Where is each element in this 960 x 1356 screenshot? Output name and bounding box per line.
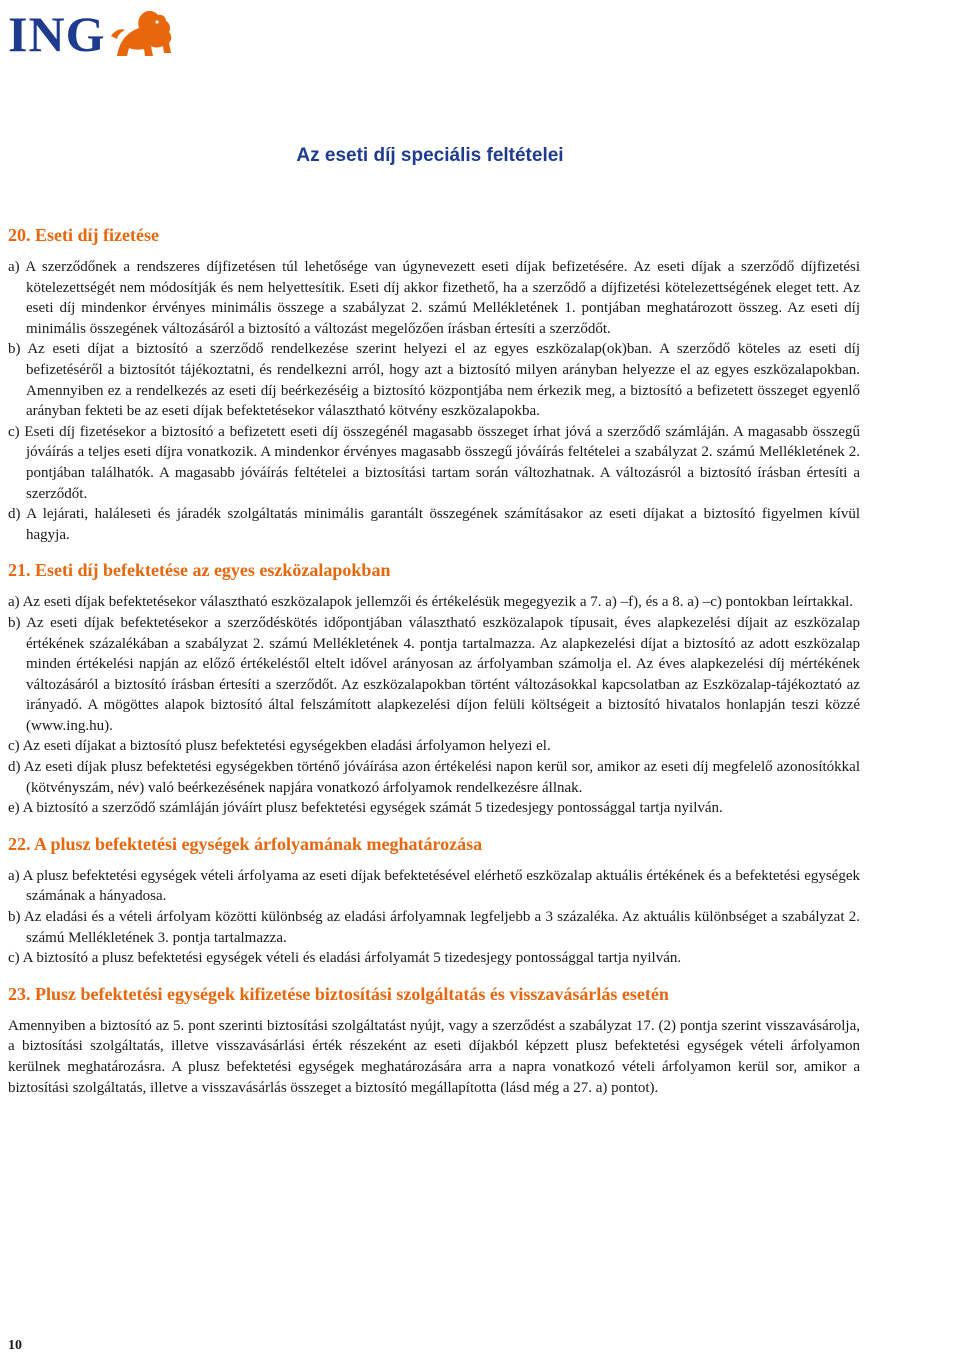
paragraph: Amennyiben a biztosító az 5. pont szerinti biztosítási szolgáltatást nyújt, vagy a szerződést a szabályzat 17. (2) pontja szerint visszavásárolja, a biztosítási szolgáltatás, illetve visszavásárlási érték részeként az eseti díjakból képzett plusz befektetési egységek vételi árfolyamon kerülnek meghatározásra. A plusz befektetési egységek meghatározására arra a napra vonatkozó vételi árfolyamon kerül sor, amikor a biztosítási szolgáltatás, illetve a visszavásárlás összeget a biztosító megállapította (lásd még a 27. a) pontot).	[8, 1017, 860, 1096]
paragraph: a) Az eseti díjak befektetésekor választható eszközalapok jellemzői és értékelésük megegyezik a 7. a) –f), és a 8. a) –c) pontokban leírtakkal.	[8, 594, 854, 611]
section-21	[8, 559, 860, 819]
section-heading: 22. A plusz befektetési egységek árfolyamának meghatározása	[8, 833, 483, 854]
logo-wordmark: ING	[8, 6, 106, 62]
paragraph: e) A biztosító a szerződő számláján jóváírt plusz befektetési egységek számát 5 tizedesjegy pontossággal tartja nyilván.	[8, 800, 723, 817]
lion-icon	[109, 6, 181, 62]
section-heading: 23. Plusz befektetési egységek kifizetése biztosítási szolgáltatás és visszavásárlás esetén	[8, 983, 669, 1004]
paragraph: c) Az eseti díjakat a biztosító plusz befektetési egységekben eladási árfolyamon helyezi el.	[8, 738, 551, 755]
paragraph: b) Az eseti díjat a biztosító a szerződő rendelkezése szerint helyezi el az egyes eszközalap(ok)ban. A szerződő köteles az eseti díj befizetéséről a biztosítót tájékoztatni, és rendelkezni arról, hogy azt a biztosító milyen arányban helyezze el az egyes eszközalapokban. Amennyiben ez a rendelkezés az eseti díj beérkezéséig a biztosító központjába nem érkezik meg, a biztosító a befizetett összeget egyenlő arányban fekteti be az eseti díjak befektetésekor választható kötvény eszközalapokba.	[8, 341, 860, 420]
document-title: Az eseti díj speciális feltételei	[296, 145, 564, 166]
paragraph: a) A szerződőnek a rendszeres díjfizetésen túl lehetősége van úgynevezett eseti díjak befizetésére. Az eseti díjak a szerződő díjfizetési kötelezettségét nem módosítják és nem helyettesítik. Eseti díj akkor fizethető, ha a szerződő a díjfizetési kötelezettségének eleget tett. Az eseti díj mindenkor érvényes minimális összege a szabályzat 2. számú Mellékletének 1. pontjában meghatározott összeg. Az eseti díj minimális összegének változásáról a biztosító a változást megelőzően írásban értesíti a szerződőt.	[8, 259, 860, 337]
section-20	[8, 224, 860, 545]
paragraph: a) A plusz befektetési egységek vételi árfolyama az eseti díjak befektetésével elérhető eszközalap aktuális értékének és a befektetési egységek számának a hányadosa.	[8, 867, 860, 905]
paragraph: d) A lejárati, haláleseti és járadék szolgáltatás minimális garantált összegének számításakor az eseti díjakat a biztosító figyelmen kívül hagyja.	[8, 506, 860, 543]
paragraph: b) Az eseti díjak befektetésekor a szerződéskötés időpontjában választható eszközalapok típusait, éves alapkezelési díjait az eszközalap értékének százalékában a szabályzat 2. számú Mellékletének 4. pontja tartalmazza. Az alapkezelési díjat a biztosító az adott eszközalap minden értékelési napján az előző értékeléstől eltelt idővel arányosan az árfolyamban számolja el. Az éves alapkezelési díj mértékének változásáról a biztosító írásban értesíti a szerződőt. Az eszközalapokban történt változásokkal kapcsolatban az Eszközalap-tájékoztató az irányadó. A mögöttes alapok biztosító által felszámított alapkezelési díjon felüli költségeit a biztosító hivatalos honlapján teszi közzé (www.ing.hu).	[8, 614, 860, 734]
ing-logo	[8, 6, 181, 62]
paragraph: b) Az eladási és a vételi árfolyam közötti különbség az eladási árfolyamnak legfeljebb a 3 százaléka. Az aktuális különbséget a szabályzat 2. számú Mellékletének 3. pontja tartalmazza.	[8, 909, 860, 946]
paragraph: c) A biztosító a plusz befektetési egységek vételi és eladási árfolyamát 5 tizedesjegy pontossággal tartja nyilván.	[8, 950, 682, 967]
section-23	[8, 983, 860, 1098]
page-number: 10	[8, 1338, 22, 1353]
paragraph: d) Az eseti díjak plusz befektetési egységekben történő jóváírása azon értékelési napon kerül sor, amikor az eseti díj megfelelő azonosítókkal (kötvényszám, név) való beérkezésének napjára vonatkozó árfolyamok rendelkezésre állnak.	[8, 759, 860, 796]
section-heading: 20. Eseti díj fizetése	[8, 225, 159, 245]
section-22	[8, 833, 860, 969]
section-heading: 21. Eseti díj befektetése az egyes eszközalapokban	[8, 560, 391, 581]
paragraph: c) Eseti díj fizetésekor a biztosító a befizetett eseti díj összegénél magasabb összeget írhat jóvá a szerződő számláján. A magasabb összegű jóváírás a teljes eseti díjra vonatkozik. A mindenkor érvényes magasabb összegű jóváírás feltételei a szabályzat 2. számú Mellékletének 2. pontjában találhatók. A magasabb jóváírás feltételei a biztosítási tartam során változhatnak. A változásról a biztosító írásban értesíti a szerződőt.	[8, 423, 860, 502]
document-body	[8, 224, 860, 1112]
